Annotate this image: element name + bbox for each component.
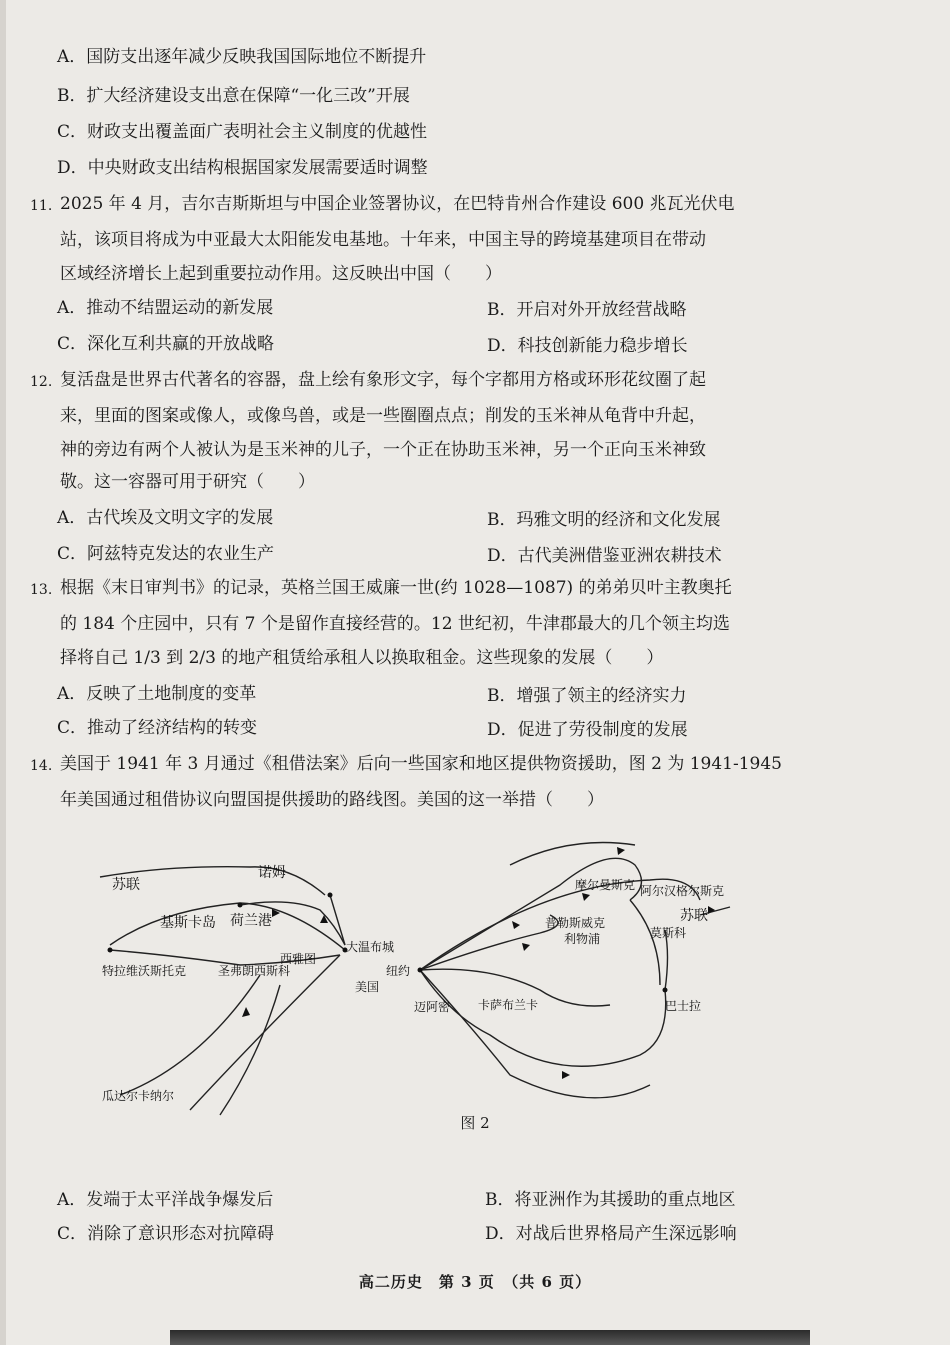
label-liverpool: 利物浦: [564, 932, 601, 946]
scan-shadow-bar: [170, 1330, 810, 1345]
label-vancouver: 大温布城: [346, 940, 395, 954]
q13-option-d[interactable]: D．促进了劳役制度的发展: [487, 720, 688, 740]
route-arrow: [617, 847, 625, 855]
q14-option-b[interactable]: B．将亚洲作为其援助的重点地区: [485, 1190, 736, 1210]
q14-option-c[interactable]: C．消除了意识形态对抗障碍: [57, 1224, 275, 1244]
label-moscow: 莫斯科: [650, 926, 687, 940]
label-basra: 巴士拉: [665, 999, 702, 1013]
q14-number: 14.: [30, 758, 53, 774]
q11-option-c[interactable]: C．深化互利共赢的开放战略: [57, 334, 275, 354]
q11-number: 11.: [30, 198, 53, 214]
q11-stem-line-3: 区域经济增长上起到重要拉动作用。这反映出中国（ ）: [60, 264, 502, 284]
label-miami: 迈阿密: [414, 1000, 451, 1014]
label-petropavlovsk: 特拉维沃斯托克: [102, 964, 187, 978]
q11-stem-line-2: 站，该项目将成为中亚最大太阳能发电基地。十年来，中国主导的跨境基建项目在带动: [60, 230, 706, 250]
label-arkhangelsk: 阿尔汉格尔斯克: [640, 884, 725, 898]
label-guadalcanal: 瓜达尔卡纳尔: [102, 1089, 175, 1103]
label-kiska: 基斯卡岛: [160, 915, 216, 931]
route-arrow: [512, 921, 520, 929]
q11-stem-line-1: 2025 年 4 月，吉尔吉斯斯坦与中国企业签署协议，在巴特肯州合作建设 600 兆瓦光伏电: [60, 194, 735, 214]
page-footer: 高二历史 第 3 页 （共 6 页）: [358, 1273, 592, 1291]
route-ny-liverpool: [420, 915, 558, 970]
q13-stem-line-3: 择将自己 1/3 到 2/3 的地产租赁给承租人以换取租金。这些现象的发展（ ）: [60, 648, 664, 668]
label-casablanca: 卡萨布兰卡: [478, 998, 539, 1012]
q12-option-b[interactable]: B．玛雅文明的经济和文化发展: [487, 510, 721, 530]
route-arrow: [522, 943, 530, 951]
q11-option-a[interactable]: A．推动不结盟运动的新发展: [57, 298, 274, 318]
route-murmansk-moscow: [630, 900, 660, 985]
city-dot: [108, 948, 113, 953]
label-new-york: 纽约: [386, 964, 411, 978]
label-seattle: 西雅图: [280, 952, 317, 966]
route-arrow: [708, 906, 715, 914]
q12-stem-line-1: 复活盘是世界古代著名的容器，盘上绘有象形文字，每个字都用方格或环形花纹圈了起: [60, 370, 706, 390]
route-arrow: [582, 893, 590, 901]
city-dot: [328, 893, 333, 898]
route-arrow: [320, 915, 328, 923]
q13-option-b[interactable]: B．增强了领主的经济实力: [487, 686, 687, 706]
route-nome-vancouver: [330, 895, 345, 945]
route-guadalcanal-kiska: [120, 975, 260, 1095]
q13-stem-line-1: 根据《末日审判书》的记录，英格兰国王威廉一世(约 1028—1087) 的弟弟贝叶主教奥托: [60, 578, 732, 598]
q14-stem-line-1: 美国于 1941 年 3 月通过《租借法案》后向一些国家和地区提供物资援助，图 2 为 1941-1945: [60, 754, 782, 774]
label-nome: 诺姆: [258, 865, 286, 881]
q12-stem-line-3: 神的旁边有两个人被认为是玉米神的儿子，一个正在协助玉米神，另一个正向玉米神致: [60, 440, 706, 460]
lend-lease-route-map: [90, 825, 800, 1125]
q14-stem-line-2: 年美国通过租借协议向盟国提供援助的路线图。美国的这一举措（ ）: [60, 790, 604, 810]
label-murmansk: 摩尔曼斯克: [575, 878, 636, 892]
city-dot: [418, 968, 423, 973]
q10-option-b[interactable]: B．扩大经济建设支出意在保障“一化三改”开展: [57, 86, 410, 106]
route-ny-murmansk: [420, 858, 641, 970]
q11-option-b[interactable]: B．开启对外开放经营战略: [487, 300, 687, 320]
route-kiska-vancouver: [110, 903, 345, 950]
label-reykjavik: 普勒斯威克: [545, 916, 606, 930]
q13-number: 13.: [30, 582, 53, 598]
city-dot: [238, 903, 243, 908]
q13-stem-line-2: 的 184 个庄园中，只有 7 个是留作直接经营的。12 世纪初，牛津郡最大的几个领主均选: [60, 614, 730, 634]
route-south-pacific: [220, 985, 280, 1115]
label-dutch-harbor: 荷兰港: [230, 913, 272, 929]
q12-option-a[interactable]: A．古代埃及文明文字的发展: [57, 508, 274, 528]
q14-option-d[interactable]: D．对战后世界格局产生深远影响: [485, 1224, 737, 1244]
route-arrow: [242, 1007, 250, 1017]
route-north-arc: [510, 843, 635, 866]
q12-stem-line-2: 来，里面的图案或像人，或像鸟兽，或是一些圈圈点点；削发的玉米神从龟背中升起，: [60, 406, 706, 426]
q13-option-a[interactable]: A．反映了土地制度的变革: [57, 684, 257, 704]
q12-option-c[interactable]: C．阿兹特克发达的农业生产: [57, 544, 275, 564]
route-miami-south: [420, 970, 650, 1098]
q10-option-d[interactable]: D．中央财政支出结构根据国家发展需要适时调整: [57, 158, 428, 178]
q12-number: 12.: [30, 374, 53, 390]
label-usa: 美国: [355, 980, 380, 994]
q12-stem-line-4: 敬。这一容器可用于研究（ ）: [60, 472, 315, 492]
q10-option-a[interactable]: A．国防支出逐年减少反映我国国际地位不断提升: [57, 47, 427, 67]
q11-option-d[interactable]: D．科技创新能力稳步增长: [487, 336, 688, 356]
q13-option-c[interactable]: C．推动了经济结构的转变: [57, 718, 258, 738]
label-ussr-west: 苏联: [112, 877, 140, 893]
scan-edge: [0, 0, 6, 1345]
city-dot: [663, 988, 668, 993]
route-ny-basra-south: [420, 970, 666, 1066]
route-guadalcanal-sf: [190, 955, 340, 1110]
label-san-francisco: 圣弗朗西斯科: [218, 964, 291, 978]
q10-option-c[interactable]: C．财政支出覆盖面广表明社会主义制度的优越性: [57, 122, 428, 142]
label-ussr-east: 苏联: [680, 908, 708, 924]
figure-caption: 图 2: [460, 1114, 490, 1132]
q12-option-d[interactable]: D．古代美洲借鉴亚洲农耕技术: [487, 546, 722, 566]
q14-option-a[interactable]: A．发端于太平洋战争爆发后: [57, 1190, 274, 1210]
route-arrow: [562, 1071, 570, 1079]
